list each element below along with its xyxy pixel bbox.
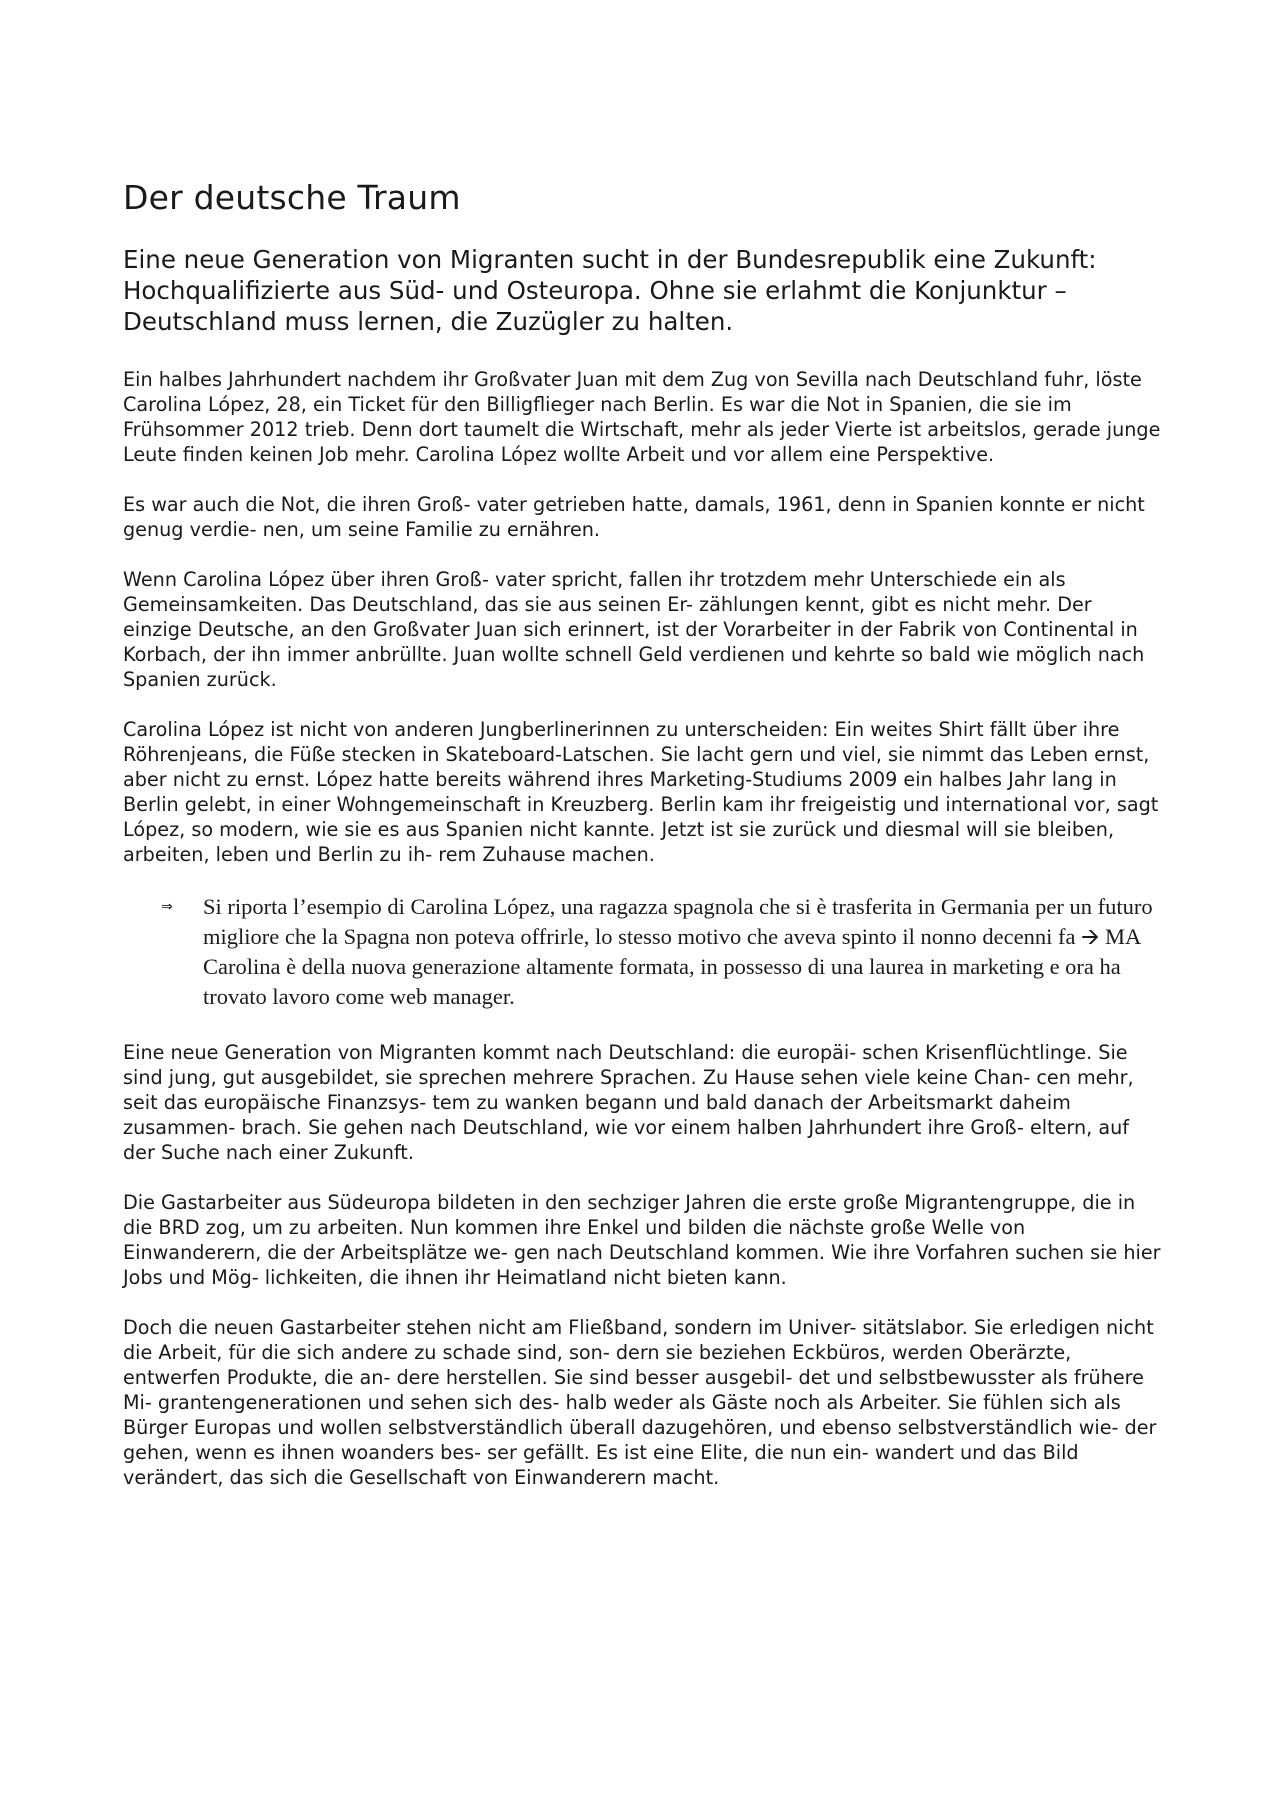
document-title: Der deutsche Traum [123,178,461,217]
paragraph-3: Wenn Carolina López über ihren Groß- vater spricht, fallen ihr trotzdem mehr Unterschiede ein als Gemeinsamkeiten. Das Deutschland, das sie aus seinen Er- zählungen kennt, gibt es nicht mehr. Der einzige Deutsche, an den Großvater Juan sich erinnert, ist der Vorarbeiter in der Fabrik von Continental in Korbach, der ihn immer anbrüllte. Juan wollte schnell Geld verdienen und kehrte so bald wie möglich nach Spanien zurück. [123,567,1145,691]
paragraph-4: Carolina López ist nicht von anderen Jungberlinerinnen zu unterscheiden: Ein weites Shirt fällt über ihre Röhrenjeans, die Füße stecken in Skateboard-Latschen. Sie lacht gern und viel, sie nimmt das Leben ernst, aber nicht zu ernst. López hatte bereits während ihres Marketing-Studiums 2009 ein halbes Jahr lang in Berlin gelebt, in einer Wohngemeinschaft in Kreuzberg. Berlin kam ihr freigeistig und international vor, sagt López, so modern, wie sie es aus Spanien nicht kannte. Jetzt ist sie zurück und diesmal will sie bleiben, arbeiten, leben und Berlin zu ih- rem Zuhause machen. [123,717,1159,866]
document-page [123,178,1163,1515]
document-subtitle: Eine neue Generation von Migranten sucht in der Bundesrepublik eine Zukunft: Hochqualifizierte aus Süd- und Osteuropa. Ohne sie erlahmt die Konjunktur – Deutschland muss lernen, die Zuzügler zu halten. [123,244,1097,336]
paragraph-7: Doch die neuen Gastarbeiter stehen nicht am Fließband, sondern im Univer- sitätslabor. Sie erledigen nicht die Arbeit, für die sich andere zu schade sind, son- dern sie beziehen Eckbüros, werden Oberärzte, entwerfen Produkte, die an- dere herstellen. Sie sind besser ausgebil- det und selbstbewusster als frühere Mi- grantengenerationen und sehen sich des- halb weder als Gäste noch als Arbeiter. Sie fühlen sich als Bürger Europas und wollen selbstverständlich überall dazugehören, und ebenso selbstverständlich wie- der gehen, wenn es ihnen woanders bes- ser gefällt. Es ist eine Elite, die nun ein- wandert und das Bild verändert, das sich die Gesellschaft von Einwanderern macht. [123,1315,1157,1489]
paragraph-2: Es war auch die Not, die ihren Groß- vater getrieben hatte, damals, 1961, denn in Spanien konnte er nicht genug verdie- nen, um seine Familie zu ernähren. [123,492,1145,541]
italian-note [161,892,1163,1012]
note-text: Si riporta l’esempio di Carolina López, una ragazza spagnola che si è trasferita in Germania per un futuro migliore che la Spagna non poteva offrirle, lo stesso motivo che aveva spinto il nonno decenni fa 🡪 MA Carolina è della nuova generazione altamente formata, in possesso di una laurea in marketing e ora ha trovato lavoro come web manager. [203,893,1153,1009]
paragraph-5: Eine neue Generation von Migranten kommt nach Deutschland: die europäi- schen Krisenflüchtlinge. Sie sind jung, gut ausgebildet, sie sprechen mehrere Sprachen. Zu Hause sehen viele keine Chan- cen mehr, seit das europäische Finanzsys- tem zu wanken begann und bald danach der Arbeitsmarkt daheim zusammen- brach. Sie gehen nach Deutschland, wie vor einem halben Jahrhundert ihre Groß- eltern, auf der Suche nach einer Zukunft. [123,1040,1134,1164]
paragraph-1: Ein halbes Jahrhundert nachdem ihr Großvater Juan mit dem Zug von Sevilla nach Deutschland fuhr, löste Carolina López, 28, ein Ticket für den Billigflieger nach Berlin. Es war die Not in Spanien, die sie im Frühsommer 2012 trieb. Denn dort taumelt die Wirtschaft, mehr als jeder Vierte ist arbeitslos, gerade junge Leute finden keinen Job mehr. Carolina López wollte Arbeit und vor allem eine Perspektive. [123,367,1161,466]
paragraph-6: Die Gastarbeiter aus Südeuropa bildeten in den sechziger Jahren die erste große Migrantengruppe, die in die BRD zog, um zu arbeiten. Nun kommen ihre Enkel und bilden die nächste große Welle von Einwanderern, die der Arbeitsplätze we- gen nach Deutschland kommen. Wie ihre Vorfahren suchen sie hier Jobs und Mög- lichkeiten, die ihnen ihr Heimatland nicht bieten kann. [123,1190,1161,1289]
arrow-bullet-icon: ⇒ [161,898,173,915]
